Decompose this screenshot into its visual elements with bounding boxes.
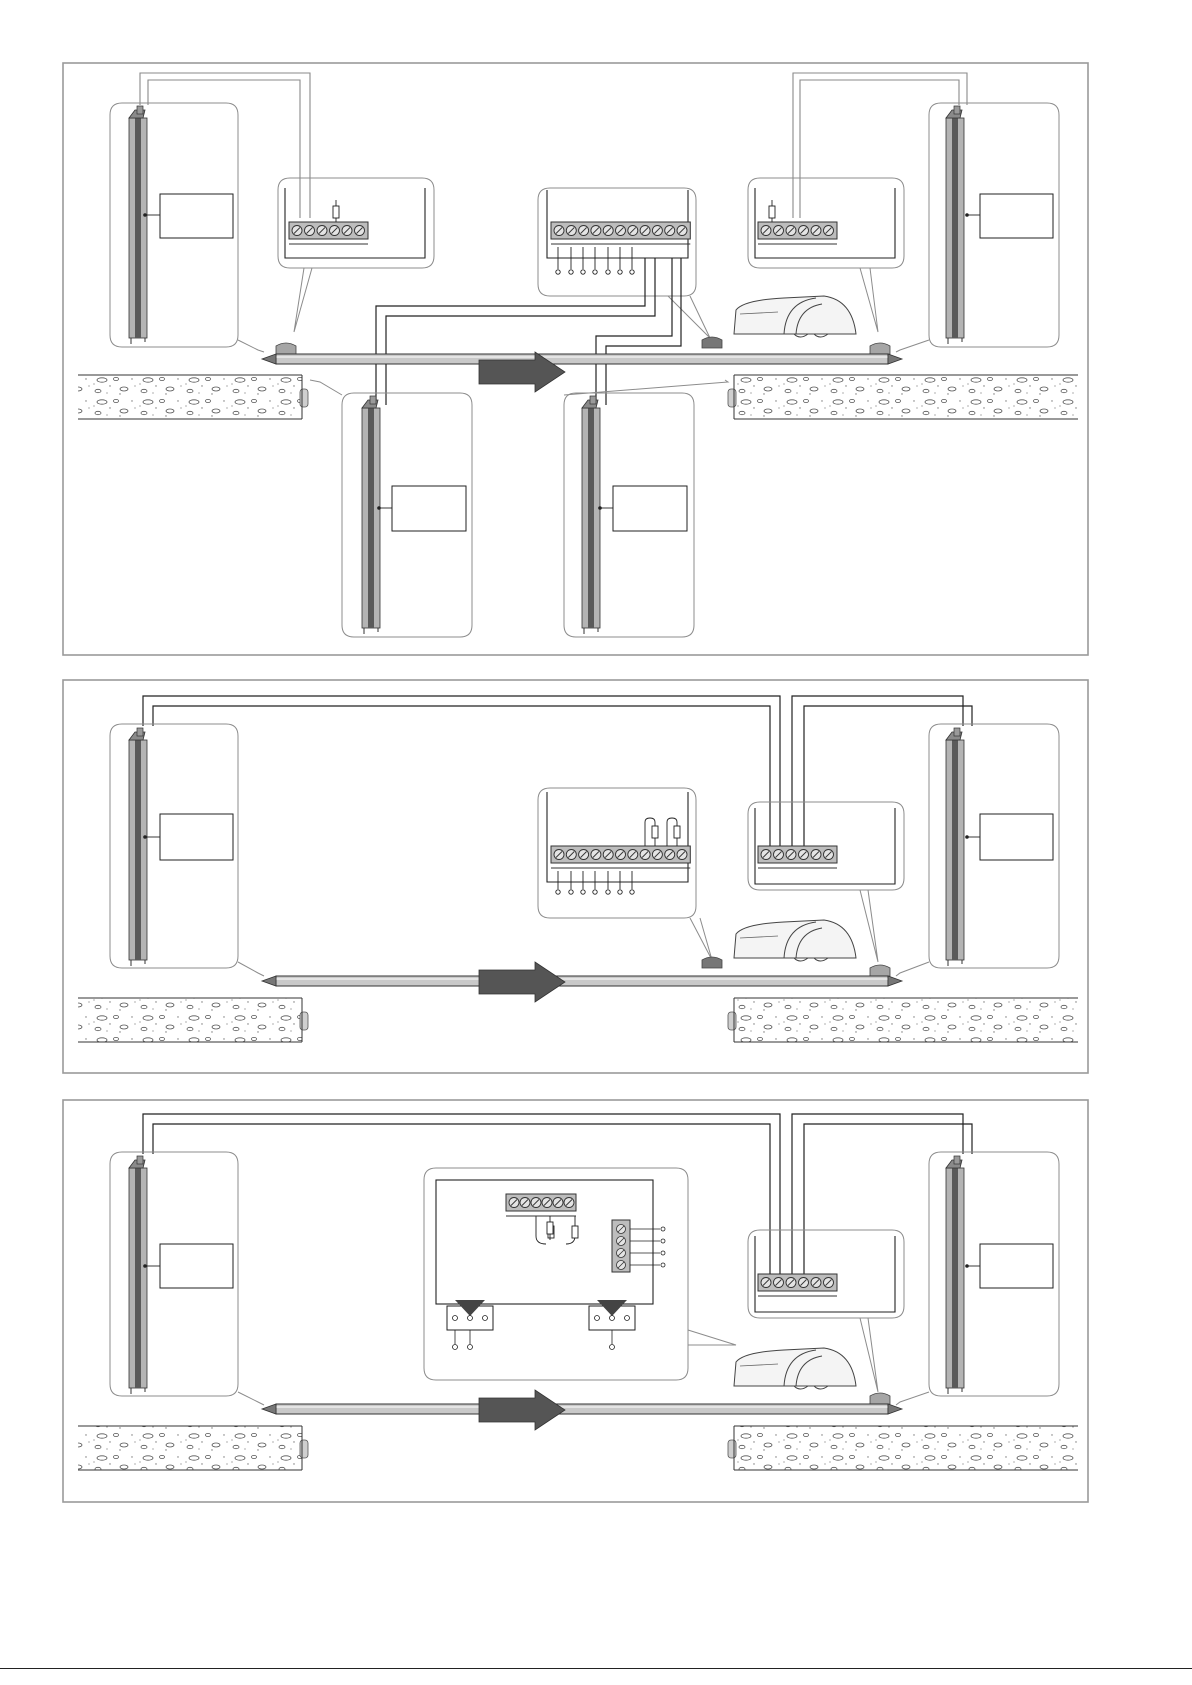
safety-edge-icon — [946, 728, 964, 966]
ground-section — [78, 375, 308, 419]
detail-bubble — [538, 788, 712, 960]
safety-edge-icon — [582, 396, 600, 634]
ground-end-cap — [728, 389, 736, 407]
resistor-icon — [333, 200, 339, 222]
safety-edge-icon — [362, 396, 380, 634]
output-pins — [556, 247, 634, 274]
panel-1-content — [140, 73, 967, 218]
bubble-pointer — [238, 962, 264, 976]
bubble-pointer — [238, 340, 264, 352]
bubble-pointer — [860, 268, 878, 332]
ground-section — [728, 375, 1078, 419]
jumper-icon — [447, 1300, 493, 1350]
terminal-block-icon — [289, 222, 368, 244]
label-box — [143, 194, 233, 238]
ground-end-cap — [300, 1440, 308, 1458]
bubble-pointer — [860, 1318, 878, 1392]
sensor-cap-icon — [870, 965, 890, 976]
bubble-pointer — [896, 1392, 929, 1405]
ground-section — [728, 998, 1078, 1042]
ground-end-cap — [300, 389, 308, 407]
direction-arrow-icon — [479, 962, 565, 1002]
resistor-icon — [769, 200, 775, 222]
bubble-pointer — [896, 962, 929, 976]
terminal-block-icon — [758, 1274, 837, 1296]
terminal-block-icon — [551, 222, 690, 244]
jumper-icon — [589, 1300, 635, 1350]
label-box — [143, 1244, 233, 1288]
terminal-block-icon — [758, 846, 837, 868]
label-box — [598, 486, 687, 531]
gate-motor-icon — [734, 1348, 856, 1389]
detail-bubble — [278, 178, 434, 332]
bubble-pointer — [238, 1392, 264, 1405]
bubble-pointer — [294, 268, 312, 332]
safety-edge-icon — [129, 728, 147, 966]
page-bottom-rule — [0, 1668, 1192, 1669]
label-box — [965, 814, 1053, 860]
gate-motor-icon — [734, 296, 856, 337]
ground-section — [728, 1426, 1078, 1470]
resistor-loop-icon — [667, 818, 680, 846]
sensor-cap-icon — [276, 343, 296, 354]
label-box — [143, 814, 233, 860]
bubble-pointer — [860, 890, 878, 962]
ground-section — [78, 998, 308, 1042]
ground-end-cap — [728, 1012, 736, 1030]
sliding-gate-icon — [262, 1404, 902, 1414]
label-box — [377, 486, 466, 531]
ground-end-cap — [728, 1440, 736, 1458]
sensor-cap-icon — [870, 343, 890, 354]
panel-2-content — [143, 696, 972, 855]
sliding-gate-icon — [262, 976, 902, 986]
bubble-pointer — [668, 296, 710, 338]
safety-edge-icon — [946, 1156, 964, 1394]
bubble-pointer — [896, 340, 929, 352]
label-box — [965, 194, 1053, 238]
sensor-cap-icon — [702, 337, 722, 348]
gate-motor-icon — [734, 920, 856, 961]
safety-edge-icon — [129, 1156, 147, 1394]
terminal-block-icon — [758, 222, 837, 244]
ground-end-cap — [300, 1012, 308, 1030]
bubble-pointer — [310, 380, 342, 395]
output-pins — [556, 871, 634, 894]
terminal-block-icon — [551, 846, 690, 868]
sensor-cap-icon — [702, 957, 722, 968]
bubble-pointer — [688, 1330, 736, 1345]
sliding-gate-icon — [262, 354, 902, 364]
label-box — [965, 1244, 1053, 1288]
ground-section — [78, 1426, 308, 1470]
safety-edge-icon — [946, 106, 964, 344]
resistor-loop-icon — [645, 818, 658, 846]
safety-edge-icon — [129, 106, 147, 344]
direction-arrow-icon — [479, 1390, 565, 1430]
bubble-pointer — [690, 918, 712, 960]
sensor-cap-icon — [870, 1393, 890, 1404]
